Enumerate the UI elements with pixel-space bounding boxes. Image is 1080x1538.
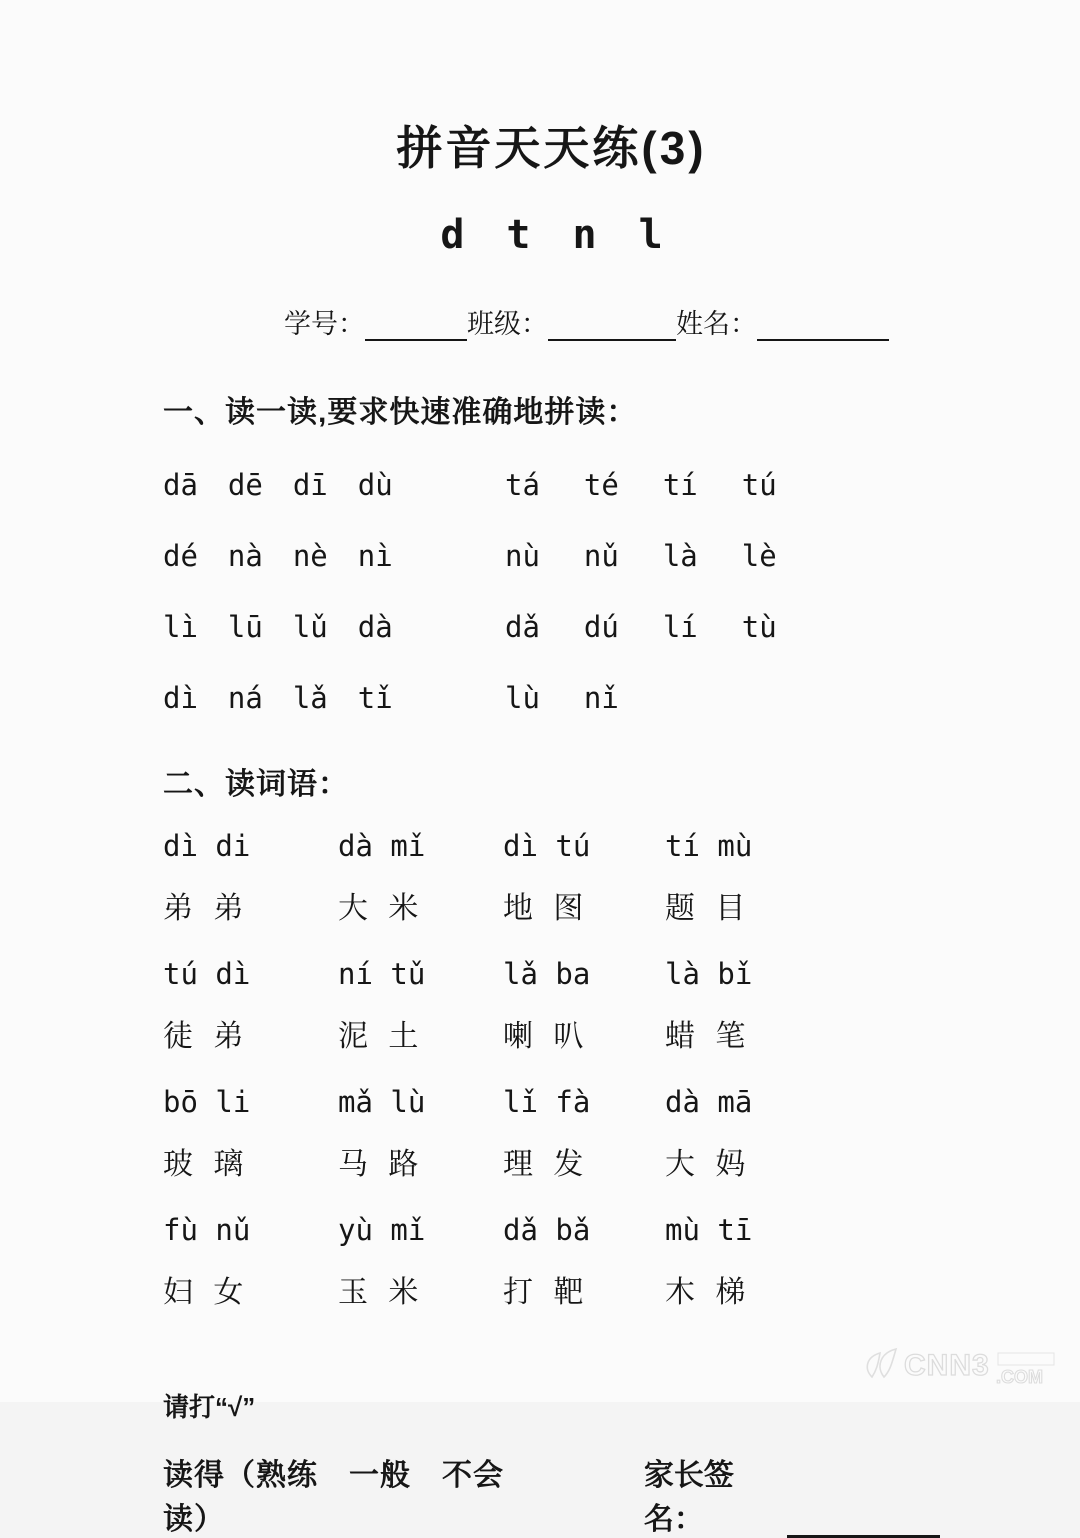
pinyin-group: tá té tí tú <box>505 468 777 502</box>
tick-instruction: 请打“√” <box>163 1392 256 1422</box>
word-hanzi: 题 目 <box>665 892 752 925</box>
word-cell <box>503 957 665 1055</box>
student-id-blank <box>365 311 467 341</box>
word-pinyin: dì di <box>163 829 251 863</box>
pinyin-group: lì lū lǔ dà <box>163 610 393 644</box>
word-cell <box>665 1213 940 1311</box>
pinyin-group: dǎ dú lí tù <box>505 610 777 644</box>
word-pinyin: fù nǔ <box>163 1213 251 1247</box>
word-pinyin: tú dì <box>163 957 251 991</box>
pinyin-group: lù nǐ <box>505 681 619 715</box>
leaf-icon <box>867 1353 880 1377</box>
word-row <box>163 1085 940 1183</box>
watermark-logo <box>858 1339 1074 1396</box>
word-pinyin: dà mǐ <box>338 829 426 863</box>
word-pinyin: bō li <box>163 1085 251 1119</box>
word-pinyin: dì tú <box>503 829 591 863</box>
word-cell <box>163 829 338 927</box>
word-hanzi: 木 梯 <box>665 1276 752 1309</box>
pinyin-row <box>163 681 940 715</box>
word-hanzi: 马 路 <box>338 1148 425 1181</box>
word-hanzi: 玻 璃 <box>163 1148 250 1181</box>
pinyin-group: dì ná lǎ tǐ <box>163 681 393 715</box>
pinyin-group: dā dē dī dù <box>163 468 393 502</box>
word-hanzi: 喇 叭 <box>503 1020 590 1053</box>
word-cell <box>665 829 940 927</box>
word-hanzi: 理 发 <box>503 1148 590 1181</box>
word-cell <box>163 1085 338 1183</box>
word-cell <box>338 1085 503 1183</box>
student-info-line <box>163 302 940 341</box>
word-cell <box>338 957 503 1055</box>
word-cell <box>503 1213 665 1311</box>
name-label: 姓名： <box>676 309 757 339</box>
word-cell <box>163 1213 338 1311</box>
word-pinyin: lǐ fà <box>503 1085 591 1119</box>
word-row <box>163 829 940 927</box>
pinyin-row <box>163 610 940 644</box>
pinyin-row <box>163 539 940 573</box>
word-row <box>163 957 940 1055</box>
word-hanzi: 打 靶 <box>503 1276 590 1309</box>
word-hanzi: 大 妈 <box>665 1148 752 1181</box>
word-hanzi: 玉 米 <box>338 1276 425 1309</box>
word-cell <box>338 829 503 927</box>
word-hanzi: 弟 弟 <box>163 892 250 925</box>
watermark-text: CNN3 <box>904 1349 990 1382</box>
word-pinyin: dà mā <box>665 1085 753 1119</box>
pinyin-row <box>163 468 940 502</box>
word-pinyin: mǎ lù <box>338 1085 426 1119</box>
word-cell <box>665 1085 940 1183</box>
class-label: 班级： <box>467 309 548 339</box>
word-pinyin: yù mǐ <box>338 1213 426 1247</box>
word-cell <box>503 1085 665 1183</box>
parent-sign-label: 家长签名： <box>643 1459 734 1536</box>
pinyin-group: dé nà nè nì <box>163 539 393 573</box>
word-cell <box>665 957 940 1055</box>
word-hanzi: 地 图 <box>503 892 590 925</box>
word-cell <box>338 1213 503 1311</box>
word-hanzi: 妇 女 <box>163 1276 250 1309</box>
student-id-label: 学号： <box>284 309 365 339</box>
word-row <box>163 1213 940 1311</box>
page-title: 拼音天天练(3) <box>396 122 707 174</box>
word-pinyin: dǎ bǎ <box>503 1213 591 1247</box>
leaf-icon <box>880 1349 896 1377</box>
watermark-text-com: .COM <box>996 1367 1043 1387</box>
word-pinyin: mù tī <box>665 1213 753 1247</box>
word-hanzi: 徒 弟 <box>163 1020 250 1053</box>
name-blank <box>757 311 889 341</box>
pinyin-group: nù nǔ là lè <box>505 539 777 573</box>
word-pinyin: ní tǔ <box>338 957 426 991</box>
word-cell <box>503 829 665 927</box>
rating-line <box>163 1450 940 1538</box>
word-cell <box>163 957 338 1055</box>
class-blank <box>548 311 676 341</box>
word-pinyin: là bǐ <box>665 957 753 991</box>
word-hanzi: 蜡 笔 <box>665 1020 752 1053</box>
parent-sign-blank <box>787 1506 940 1538</box>
word-pinyin: lǎ ba <box>503 957 591 991</box>
section2-heading: 二、读词语： <box>163 768 349 801</box>
word-hanzi: 大 米 <box>338 892 425 925</box>
word-pinyin: tí mù <box>665 829 753 863</box>
section1-heading: 一、读一读,要求快速准确地拼读： <box>163 396 638 429</box>
initials-line: d t n l <box>440 212 663 258</box>
rating-options: 读得（熟练 一般 不会读） <box>163 1459 504 1536</box>
word-hanzi: 泥 土 <box>338 1020 425 1053</box>
